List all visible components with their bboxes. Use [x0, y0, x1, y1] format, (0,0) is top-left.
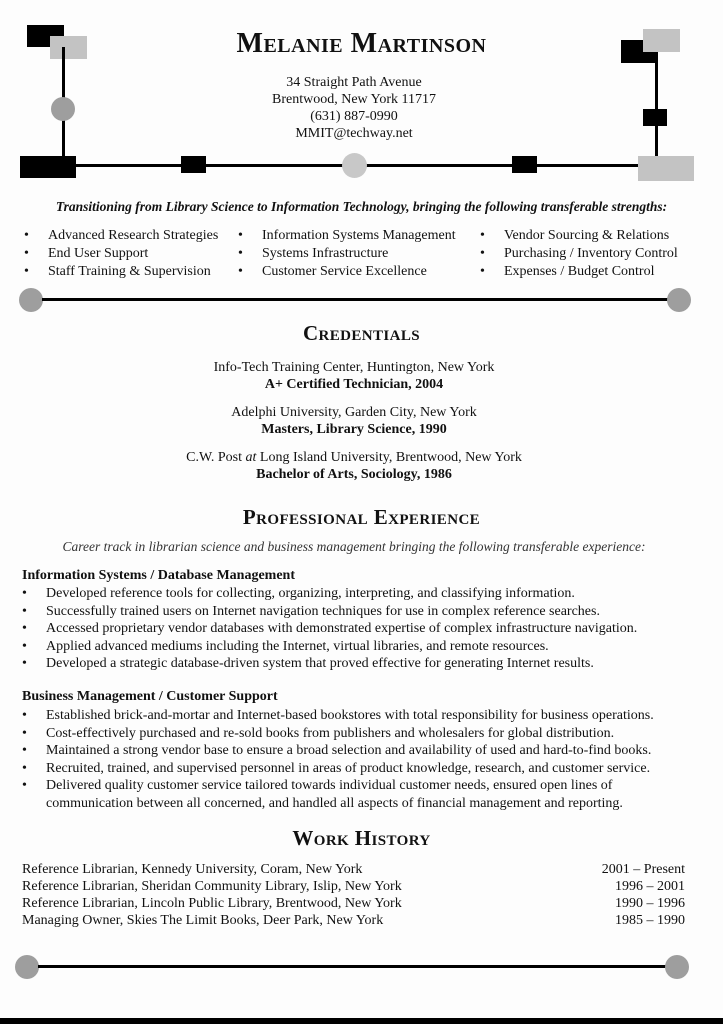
strength-item: • Advanced Research Strategies [22, 227, 218, 245]
footer-circle-right [665, 955, 689, 979]
work-dates: 1985 – 1990 [615, 913, 685, 928]
experience-bullet: • Applied advanced mediums including the Internet, virtual libraries, and remote resources. [22, 638, 702, 656]
decor-square-mid-right [512, 156, 537, 173]
credential-degree: Bachelor of Arts, Sociology, 1986 [256, 467, 452, 482]
experience-section-title: Business Management / Customer Support [22, 689, 278, 704]
work-history-heading: Work History [292, 826, 431, 850]
experience-bullets-list [22, 707, 662, 813]
experience-bullet: • Accessed proprietary vendor databases with demonstrated expertise of complex infrastructure navigation. [22, 620, 702, 638]
resume-name: Melanie Martinson [236, 28, 487, 59]
work-position: Reference Librarian, Kennedy University, Coram, New York [22, 862, 363, 877]
credential-institution-part: C.W. Post [186, 450, 246, 465]
experience-bullet: • Successfully trained users on Internet navigation techniques for use in complex reference searches. [22, 603, 702, 621]
experience-bullet: • Maintained a strong vendor base to ensure a broad selection and availability of used and hard-to-find books. [22, 742, 662, 760]
divider-circle-left [19, 288, 43, 312]
footer-circle-left [15, 955, 39, 979]
work-history-row [22, 861, 685, 878]
experience-intro: Career track in librarian science and business management bringing the following transferable experience: [62, 539, 646, 554]
experience-section-title: Information Systems / Database Management [22, 568, 295, 583]
credential-degree: Masters, Library Science, 1990 [261, 422, 447, 437]
experience-bullet: • Developed a strategic database-driven system that proved effective for generating Internet results. [22, 655, 702, 673]
experience-bullet: • Developed reference tools for collecting, organizing, interpreting, and classifying information. [22, 585, 702, 603]
work-dates: 1990 – 1996 [615, 896, 685, 911]
credential-institution: Info-Tech Training Center, Huntington, New York [213, 360, 495, 375]
strengths-column-2 [236, 227, 456, 281]
work-history-row [22, 895, 685, 912]
experience-bullet: • Cost-effectively purchased and re-sold books from publishers and wholesalers for global distribution. [22, 725, 662, 743]
strength-item: • End User Support [22, 245, 218, 263]
experience-bullet: • Recruited, trained, and supervised personnel in areas of product knowledge, research, and customer service. [22, 760, 662, 778]
experience-bullet: • Delivered quality customer service tailored towards individual customer needs, ensured open lines of communication between all concerned, and handled all aspects of financial management and reporting. [22, 777, 662, 812]
credential-entry [0, 404, 708, 438]
credential-entry [0, 449, 708, 483]
contact-block [0, 74, 708, 142]
experience-heading: Professional Experience [242, 505, 481, 529]
work-history-row [22, 878, 685, 895]
experience-bullet: • Established brick-and-mortar and Internet-based bookstores with total responsibility for business operations. [22, 707, 662, 725]
page-bottom-edge [0, 1018, 723, 1024]
decor-circle-center [342, 153, 367, 178]
decor-rect-left-base [20, 156, 76, 178]
strength-item: • Vendor Sourcing & Relations [478, 227, 678, 245]
work-dates: 2001 – Present [601, 862, 685, 877]
address-line-1: 34 Straight Path Avenue [286, 75, 422, 90]
email-address: MMIT@techway.net [295, 126, 413, 141]
work-position: Reference Librarian, Sheridan Community Library, Islip, New York [22, 879, 402, 894]
strengths-column-1 [22, 227, 218, 281]
credential-institution [0, 449, 708, 466]
strengths-column-3 [478, 227, 678, 281]
strength-item: • Systems Infrastructure [236, 245, 456, 263]
footer-divider-line [38, 965, 666, 968]
strength-item: • Staff Training & Supervision [22, 263, 218, 281]
work-history-row [22, 912, 685, 929]
divider-line-summary [42, 298, 668, 301]
experience-bullets-list [22, 585, 702, 673]
credential-institution: Adelphi University, Garden City, New York [231, 405, 477, 420]
work-dates: 1996 – 2001 [615, 879, 685, 894]
phone-number: (631) 887-0990 [310, 109, 398, 124]
credential-institution-part: Long Island University, Brentwood, New York [256, 450, 522, 465]
credential-degree: A+ Certified Technician, 2004 [264, 377, 444, 392]
divider-circle-right [667, 288, 691, 312]
credentials-heading: Credentials [302, 321, 421, 345]
credential-institution-italic: at [245, 450, 257, 465]
strength-item: • Purchasing / Inventory Control [478, 245, 678, 263]
strength-item: • Information Systems Management [236, 227, 456, 245]
work-position: Managing Owner, Skies The Limit Books, Deer Park, New York [22, 913, 384, 928]
work-position: Reference Librarian, Lincoln Public Library, Brentwood, New York [22, 896, 402, 911]
decor-rect-right-base [638, 156, 694, 181]
credential-entry [0, 359, 708, 393]
summary-tagline: Transitioning from Library Science to Information Technology, bringing the following transferable strengths: [55, 199, 668, 214]
address-line-2: Brentwood, New York 11717 [272, 92, 436, 107]
decor-square-mid-left [181, 156, 206, 173]
work-history-table [22, 861, 685, 929]
strength-item: • Customer Service Excellence [236, 263, 456, 281]
strength-item: • Expenses / Budget Control [478, 263, 678, 281]
